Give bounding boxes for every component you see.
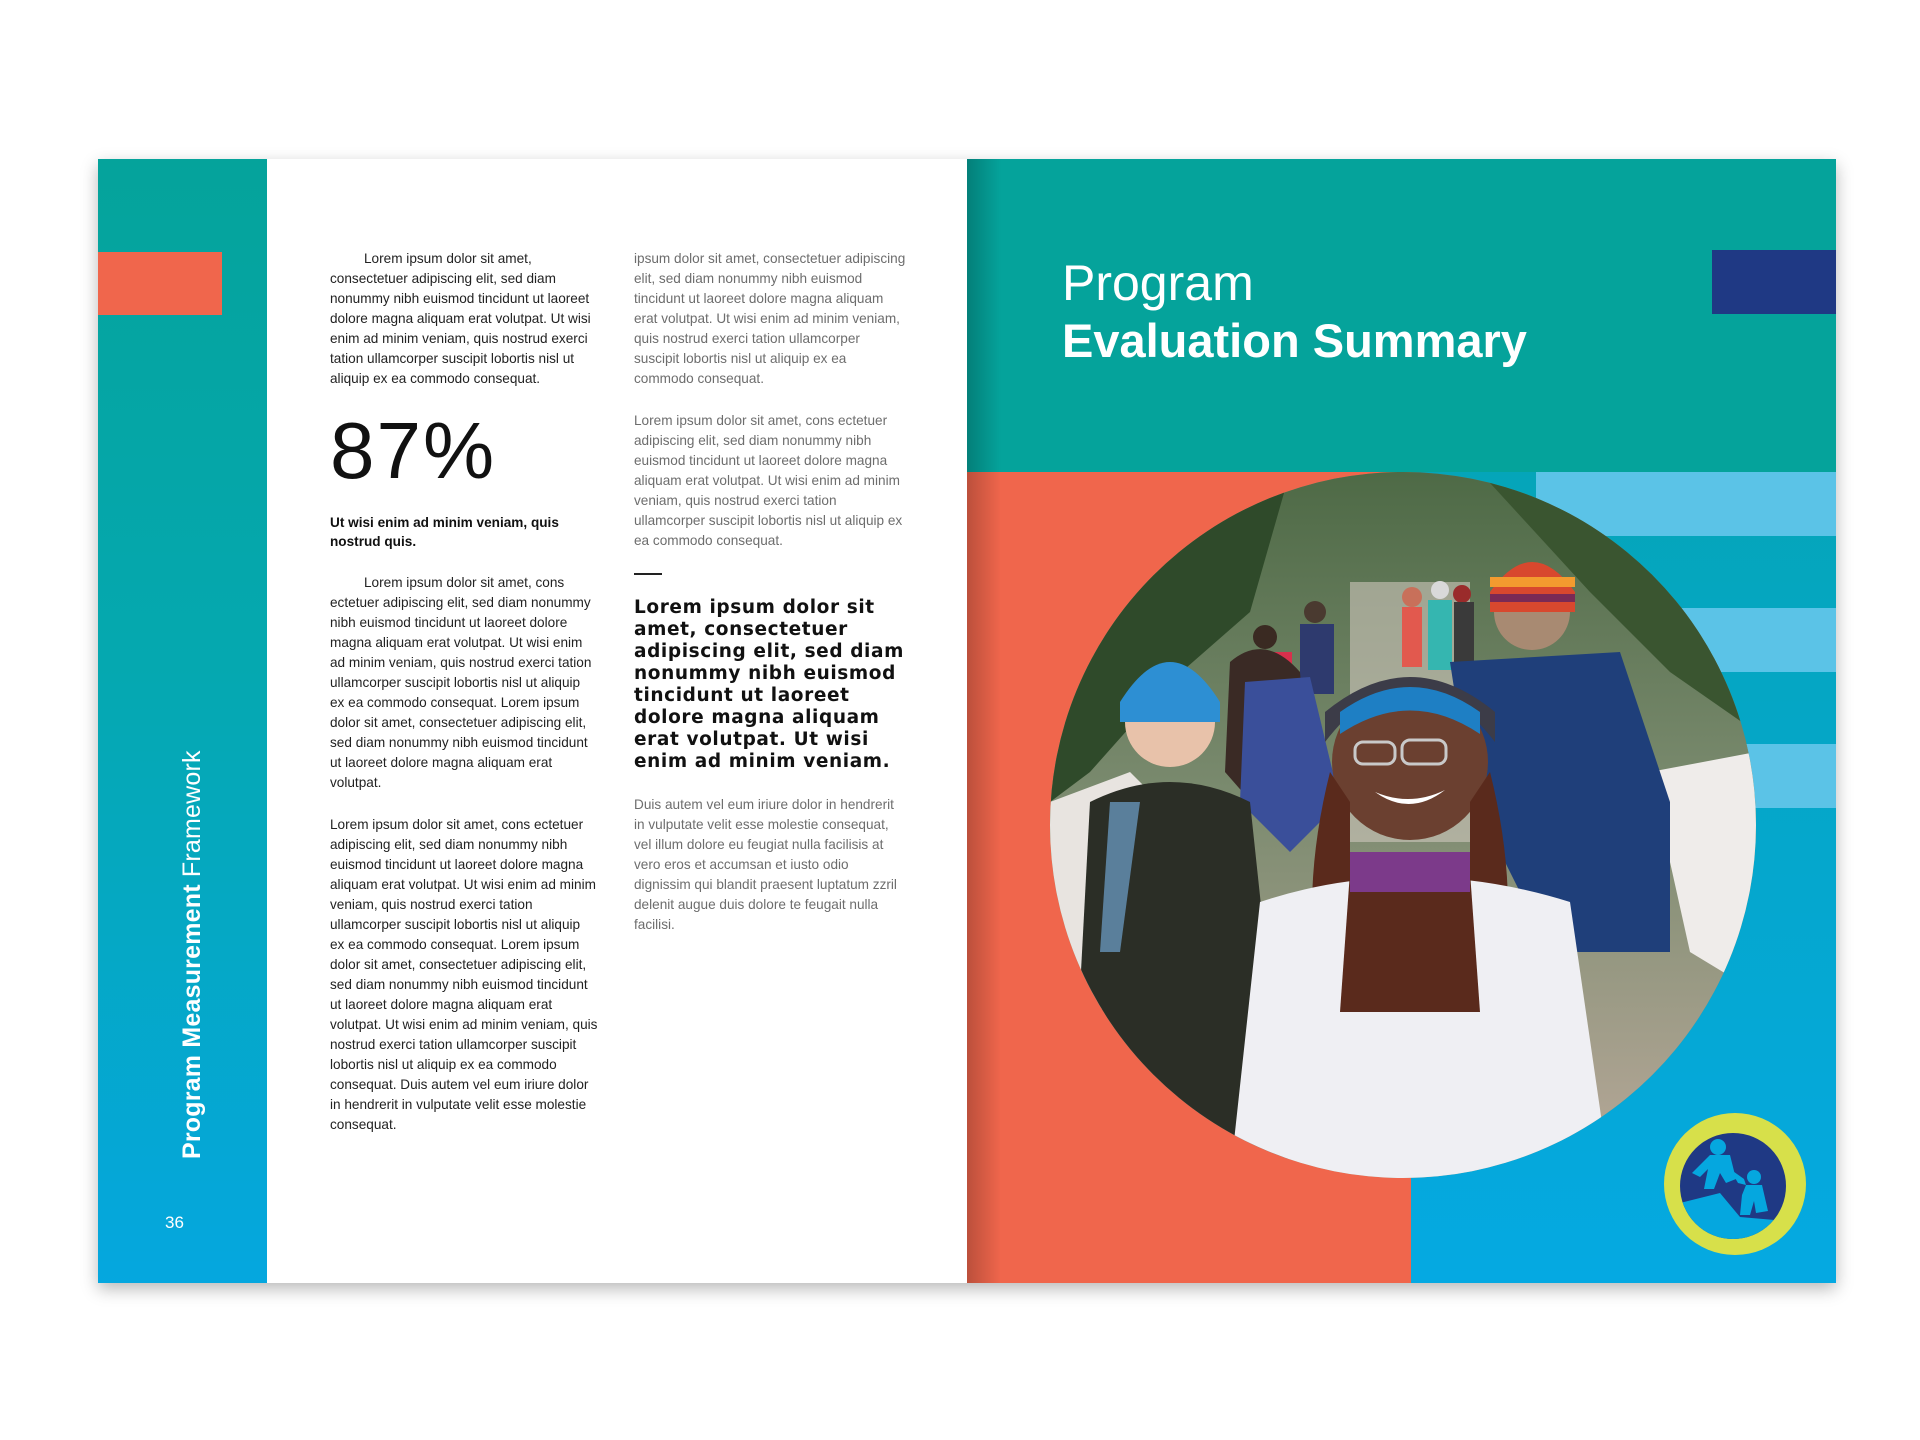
body-paragraph: Lorem ipsum dolor sit amet, consectetuer adipiscing elit, sed diam nonummy nibh euismod tincidunt ut laoreet dolore magna aliquam erat volutpat. Ut wisi enim ad minim veniam, quis nostrud exerci tation ullamcorper suscipit lobortis nisl ut aliquip ex ea commodo consequat. bbox=[330, 251, 591, 386]
text-column-left bbox=[330, 249, 598, 1157]
body-paragraph: Lorem ipsum dolor sit amet, cons ectetuer adipiscing elit, sed diam nonummy nibh euismod tincidunt ut laoreet dolore magna aliquam erat volutpat. Ut wisi enim ad minim veniam, quis nostrud exerci tation ullamcorper suscipit lobortis nisl ut aliquip ex ea commodo consequat. Lorem ipsum dolor sit amet, consectetuer adipiscing elit, sed diam nonummy nibh euismod tincidunt ut laoreet dolore magna aliquam erat volutpat. Ut wisi enim ad minim veniam, quis nostrud exerci tation ullamcorper suscipit lobortis nisl ut aliquip ex ea commodo consequat. Duis autem vel eum iriure dolor in hendrerit in vulputate velit esse molestie consequat. bbox=[330, 817, 598, 1132]
section-title-bold: Program Measurement bbox=[178, 884, 206, 1159]
hikers-photo bbox=[1050, 472, 1756, 1178]
coral-tab bbox=[98, 252, 222, 315]
stat-caption: Ut wisi enim ad minim veniam, quis nostrud quis. bbox=[330, 515, 559, 549]
right-page bbox=[967, 159, 1836, 1283]
logo-inner-circle bbox=[1680, 1133, 1786, 1239]
body-paragraph: Duis autem vel eum iriure dolor in hendrerit in vulputate velit esse molestie consequat, vel illum dolore eu feugiat nulla facilisis at vero eros et accumsan et iusto odio dignissim qui blandit praesent luptatum zzril delenit augue duis dolore te feugait nulla facilisi. bbox=[634, 797, 897, 932]
left-page bbox=[98, 159, 967, 1283]
hero-title-line1: Program bbox=[1062, 255, 1254, 311]
hero-title-line2: Evaluation Summary bbox=[1062, 314, 1527, 367]
hikers-silhouette-icon bbox=[1680, 1133, 1786, 1239]
body-paragraph: Lorem ipsum dolor sit amet, cons ectetuer adipiscing elit, sed diam nonummy nibh euismod tincidunt ut laoreet dolore magna aliquam erat volutpat. Ut wisi enim ad minim veniam, quis nostrud exerci tation ullamcorper suscipit lobortis nisl ut aliquip ex ea commodo consequat. Lorem ipsum dolor sit amet, consectetuer adipiscing elit, sed diam nonummy nibh euismod tincidunt ut laoreet dolore magna aliquam erat volutpat. bbox=[330, 575, 592, 790]
pull-quote bbox=[634, 597, 906, 773]
quote-divider bbox=[634, 573, 662, 575]
page-fold-shadow bbox=[967, 159, 1001, 1283]
stat-value: 87% bbox=[330, 406, 497, 495]
hiker-helping-hand-logo-icon bbox=[1664, 1113, 1806, 1255]
book-spread bbox=[98, 159, 1836, 1283]
page-number: 36 bbox=[165, 1213, 184, 1232]
text-column-right bbox=[634, 249, 906, 957]
section-title-regular: Framework bbox=[178, 750, 206, 878]
pull-quote-lead: Lorem ipsum bbox=[634, 597, 776, 618]
body-paragraph: Lorem ipsum dolor sit amet, cons ectetuer adipiscing elit, sed diam nonummy nibh euismod tincidunt ut laoreet dolore magna aliquam erat volutpat. Ut wisi enim ad minim veniam, quis nostrud exerci tation ullamcorper suscipit lobortis nisl ut aliquip ex ea commodo consequat. bbox=[634, 413, 903, 548]
body-paragraph: ipsum dolor sit amet, consectetuer adipiscing elit, sed diam nonummy nibh euismod tincidunt ut laoreet dolore magna aliquam erat volutpat. Ut wisi enim ad minim veniam, quis nostrud exerci tation ullamcorper suscipit lobortis nisl ut aliquip ex ea commodo consequat. bbox=[634, 251, 906, 386]
pull-quote-text: dolor sit amet, consectetuer adipiscing elit, sed diam nonummy nibh euismod tincidunt ut laoreet dolore magna aliquam erat volutpat. Ut wisi enim ad minim veniam. bbox=[634, 597, 904, 772]
navy-tab bbox=[1712, 250, 1836, 314]
hikers-photo-illustration bbox=[1050, 472, 1756, 1178]
vertical-section-title bbox=[178, 750, 207, 1159]
